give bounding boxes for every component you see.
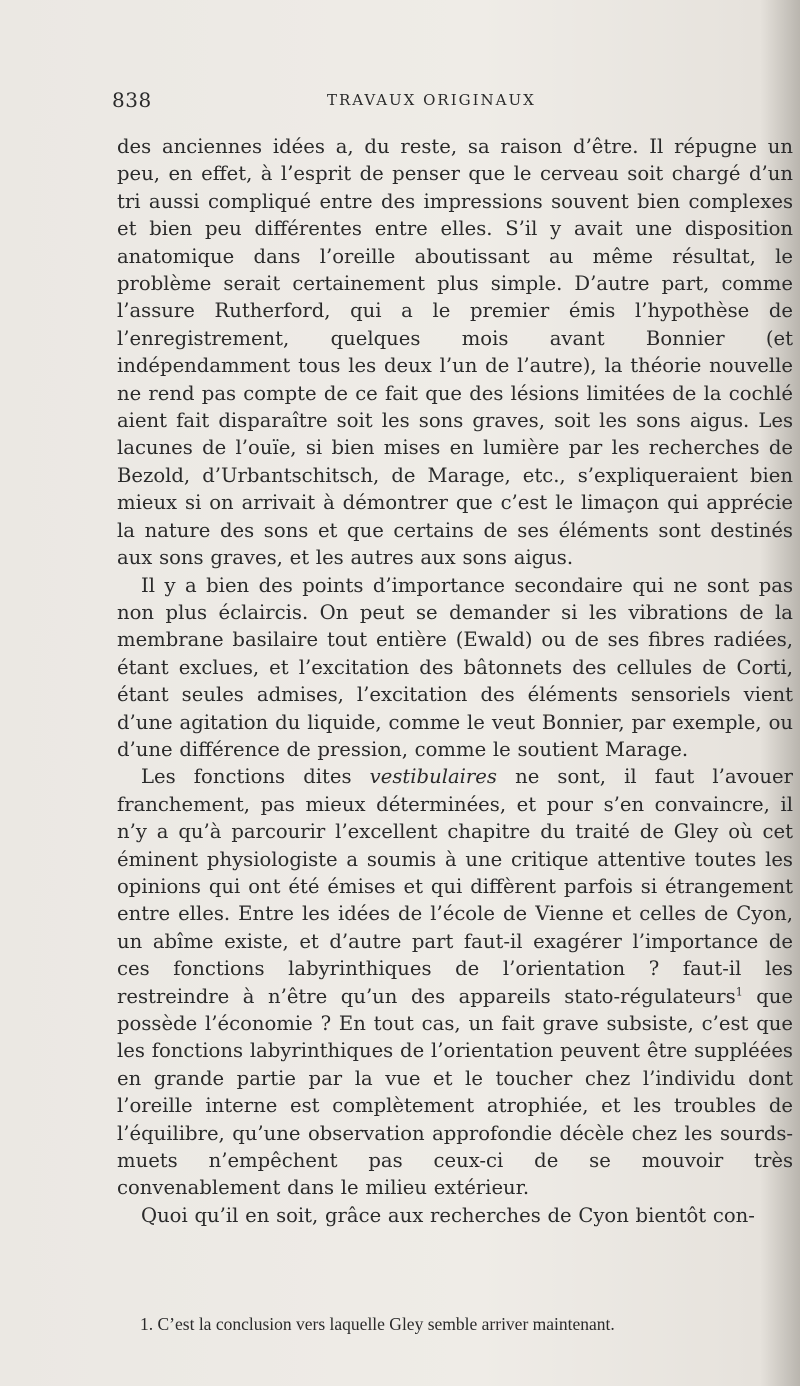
paragraph-1: des anciennes idées a, du reste, sa raison d’être. Il répugne un peu, en effet, à l’esprit de penser que le cerveau soit chargé d’un tri aussi compliqué entre des impressions souvent bien complexes et bien peu différentes entre elles. S’il y avait une disposition anatomique dans l’oreille aboutissant au même résultat, le problème serait certainement plus simple. D’autre part, comme l’assure Rutherford, qui a le premier émis l’hypothèse de l’enregistrement, quelques mois avant Bonnier (et indépendamment tous les deux l’un de l’autre), la théorie nouvelle ne rend pas compte de ce fait que des lésions limitées de la cochlé aient fait disparaître soit les sons graves, soit les sons aigus. Les lacunes de l’ouïe, si bien mises en lumière par les recherches de Bezold, d’Urbantschitsch, de Marage, etc., s’expliqueraient bien mieux si on arrivait à démontrer que c’est le limaçon qui apprécie la nature des sons et que certains de ses éléments sont destinés aux sons graves, et les autres aux sons aigus. <box>117 135 793 570</box>
page-number: 838 <box>112 88 152 112</box>
paragraph-4: Quoi qu’il en soit, grâce aux recherches de Cyon bientôt con- <box>141 1203 755 1227</box>
paragraph-2: Il y a bien des points d’importance secondaire qui ne sont pas non plus éclaircis. On peut se demander si les vibrations de la membrane basilaire tout entière (Ewald) ou de ses fibres radiées, étant exclues, et l’excitation des bâtonnets des cellules de Corti, étant seules admises, l’excitation des éléments sensoriels vient d’une agitation du liquide, comme le veut Bonnier, par exemple, ou d’une différence de pression, comme le soutient Marage. <box>117 573 793 761</box>
footnote: 1. C’est la conclusion vers laquelle Gley semble arriver maintenant. <box>140 1314 615 1334</box>
paragraph-3-start: Les fonctions dites <box>141 765 370 789</box>
page-header <box>112 88 792 112</box>
paragraph-3 <box>117 763 793 1202</box>
footnote-reference: 1 <box>735 985 743 999</box>
running-head: TRAVAUX ORIGINAUX <box>327 91 536 109</box>
italic-term-vestibulaires: vestibulaires <box>369 765 497 789</box>
body-text <box>117 133 793 1229</box>
paragraph-3-mid: ne sont, il faut l’avouer franchement, pas mieux déterminées, et pour s’en convaincre, il n’y a qu’à parcourir l’excellent chapitre du traité de Gley où cet éminent physiologiste a soumis à une critique attentive toutes les opinions qui ont été émises et qui diffèrent parfois si étrangement entre elles. Entre les idées de l’école de Vienne et celles de Cyon, un abîme existe, et d’autre part faut-il exagérer l’importance de ces fonctions labyrinthiques de l’orientation ? faut-il les restreindre à n’être qu’un des appareils stato-régulateurs <box>117 765 794 1008</box>
paragraph-3-end: que possède l’économie ? En tout cas, un fait grave subsiste, c’est que les fonctions labyrinthiques de l’orientation peuvent être suppléées en grande partie par la vue et le toucher chez l’individu dont l’oreille interne est complètement atrophiée, et les troubles de l’équilibre, qu’une observation approfondie décèle chez les sourds-muets n’empêchent pas ceux-ci de se mouvoir très convenablement dans le milieu extérieur. <box>117 984 793 1200</box>
